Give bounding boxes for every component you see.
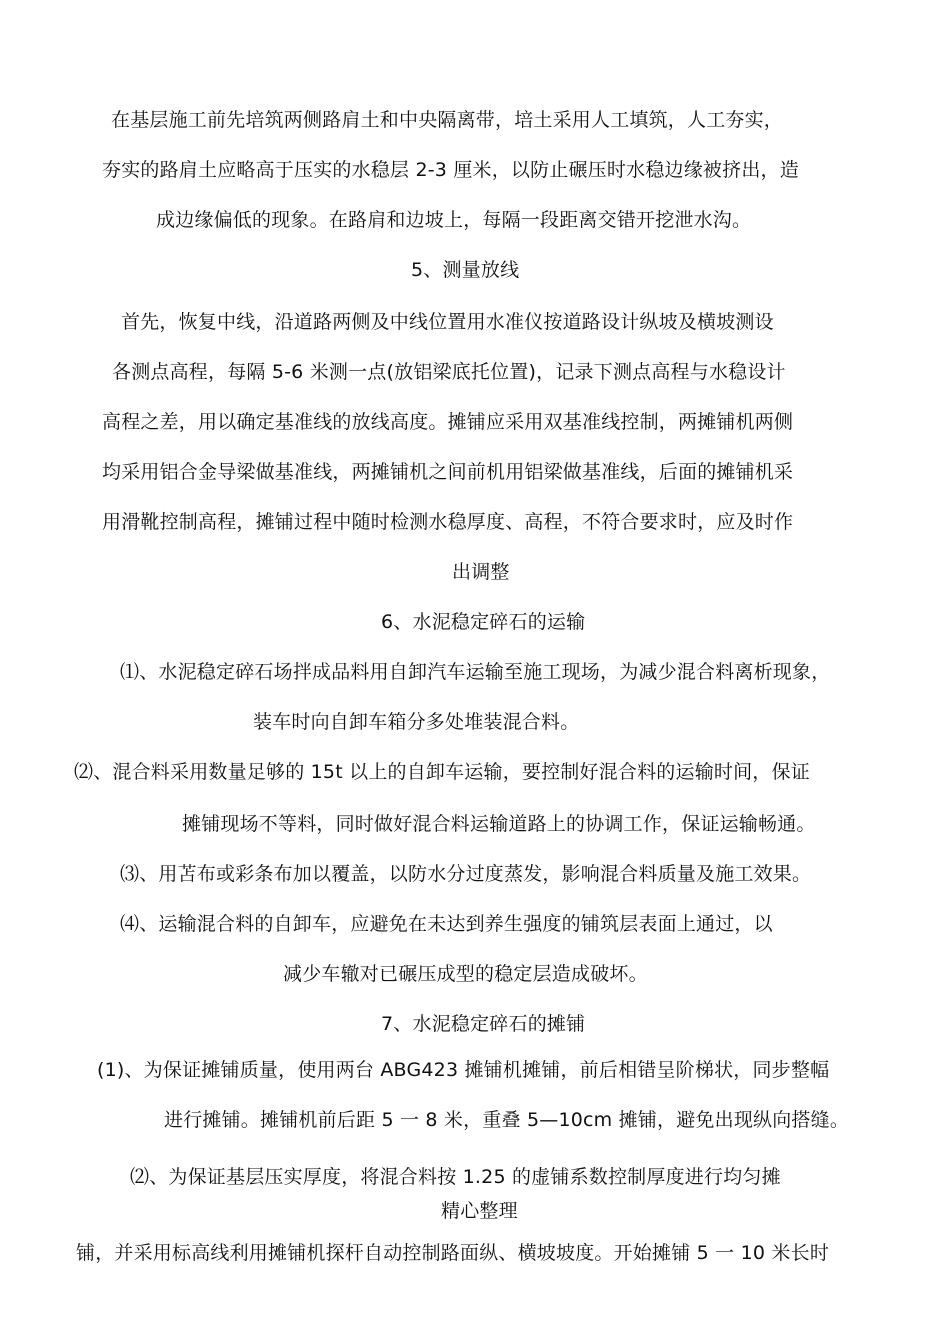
paragraph-line: 成边缘偏低的现象。在路肩和边坡上，每隔一段距离交错开挖泄水沟。 — [156, 209, 752, 231]
section-heading: 6、水泥稳定碎石的运输 — [381, 611, 586, 633]
list-item-line: ⑴、水泥稳定碎石场拌成品料用自卸汽车运输至施工现场，为减少混合料离析现象， — [120, 661, 831, 683]
paragraph-line: 铺，并采用标高线利用摊铺机探杆自动控制路面纵、横坡坡度。开始摊铺 5 一 10 米长时 — [76, 1242, 830, 1264]
paragraph-line: 夯实的路肩土应略高于压实的水稳层 2-3 厘米，以防止碾压时水稳边缘被挤出，造 — [102, 159, 799, 181]
paragraph-line: 出调整 — [452, 561, 510, 583]
section-heading: 7、水泥稳定碎石的摊铺 — [381, 1013, 586, 1035]
list-item-line: 摊铺现场不等料，同时做好混合料运输道路上的协调工作，保证运输畅通。 — [182, 813, 816, 835]
section-heading: 5、测量放线 — [411, 259, 520, 281]
paragraph-line: 用滑靴控制高程，摊铺过程中随时检测水稳厚度、高程，不符合要求时，应及时作 — [102, 511, 794, 533]
paragraph-line: 在基层施工前先培筑两侧路肩土和中央隔离带，培土采用人工填筑，人工夯实， — [111, 109, 784, 131]
list-item-line: ⑵、为保证基层压实厚度，将混合料按 1.25 的虚铺系数控制厚度进行均匀摊 — [130, 1166, 781, 1188]
list-item-line: ⑷、运输混合料的自卸车，应避免在未达到养生强度的铺筑层表面上通过，以 — [120, 913, 773, 935]
list-item-line: ⑵、混合料采用数量足够的 15t 以上的自卸车运输，要控制好混合料的运输时间，保证 — [74, 761, 810, 783]
list-item-line: 进行摊铺。摊铺机前后距 5 一 8 米，重叠 5—10cm 摊铺，避免出现纵向搭缝。 — [164, 1109, 850, 1131]
list-item-line: 装车时向自卸车箱分多处堆装混合料。 — [253, 711, 580, 733]
page-watermark-text: 精心整理 — [441, 1200, 518, 1222]
list-item-line: 减少车辙对已碾压成型的稳定层造成破坏。 — [283, 963, 648, 985]
paragraph-line: 高程之差，用以确定基准线的放线高度。摊铺应采用双基准线控制，两摊铺机两侧 — [102, 411, 794, 433]
paragraph-line: 各测点高程，每隔 5-6 米测一点(放铝梁底托位置)，记录下测点高程与水稳设计 — [112, 361, 786, 383]
list-item-line: ⑶、用苫布或彩条布加以覆盖，以防水分过度蒸发，影响混合料质量及施工效果。 — [120, 863, 812, 885]
paragraph-line: 首先，恢复中线，沿道路两侧及中线位置用水准仪按道路设计纵坡及横坡测设 — [121, 311, 774, 333]
paragraph-line: 均采用铝合金导梁做基准线，两摊铺机之间前机用铝梁做基准线，后面的摊铺机采 — [102, 461, 794, 483]
list-item-line: (1)、为保证摊铺质量，使用两台 ABG423 摊铺机摊铺，前后相错呈阶梯状，同步整幅 — [97, 1059, 830, 1081]
